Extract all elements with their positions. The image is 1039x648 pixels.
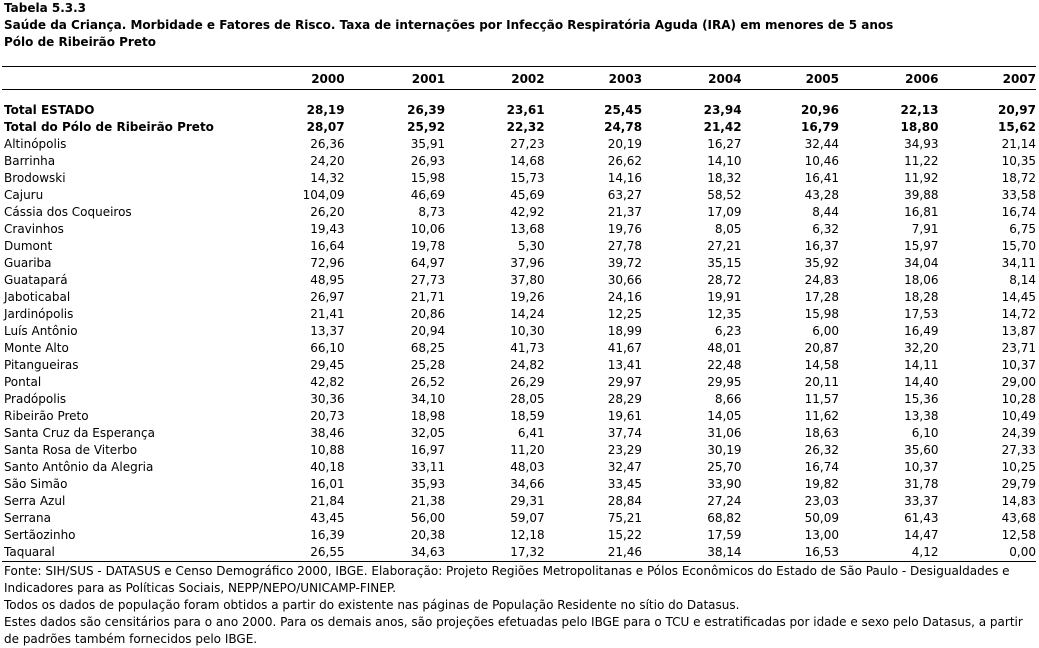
row-name: Guatapará — [4, 273, 68, 287]
row-name: Santo Antônio da Alegria — [4, 460, 154, 474]
value-cell: 33,37 — [904, 494, 939, 508]
year-header: 2000 — [261, 70, 345, 90]
value-cell: 40,18 — [310, 460, 345, 474]
value-cell: 23,03 — [804, 494, 839, 508]
value-cell: 20,38 — [410, 528, 446, 542]
table-row — [2, 544, 1036, 562]
value-cell: 15,62 — [998, 120, 1036, 134]
value-cell: 17,59 — [707, 528, 742, 542]
table-row — [2, 340, 1036, 357]
value-cell: 34,63 — [345, 544, 446, 562]
value-cell: 10,06 — [410, 222, 446, 236]
value-cell: 13,00 — [804, 528, 839, 542]
value-cell: 6,23 — [714, 324, 742, 338]
value-cell: 48,03 — [510, 460, 545, 474]
row-name: Pontal — [4, 375, 42, 389]
value-cell: 14,72 — [1001, 307, 1036, 321]
value-cell: 34,66 — [510, 477, 545, 491]
row-name: São Simão — [4, 477, 68, 491]
table-row — [2, 459, 1036, 476]
value-cell: 30,19 — [707, 443, 742, 457]
value-cell: 19,61 — [607, 409, 643, 423]
value-cell: 25,70 — [707, 460, 742, 474]
row-name: Barrinha — [4, 154, 56, 168]
value-cell: 14,05 — [707, 409, 742, 423]
value-cell: 28,05 — [510, 392, 545, 406]
table-row — [2, 238, 1036, 255]
value-cell: 26,39 — [407, 103, 446, 117]
value-cell: 18,59 — [510, 409, 545, 423]
table-row — [2, 442, 1036, 459]
year-header: 2001 — [345, 70, 446, 90]
value-cell: 29,95 — [707, 375, 742, 389]
value-cell: 10,49 — [1001, 409, 1036, 423]
value-cell: 16,01 — [310, 477, 345, 491]
value-cell: 41,67 — [607, 341, 643, 355]
value-cell: 23,29 — [607, 443, 643, 457]
value-cell: 16,41 — [804, 171, 839, 185]
value-cell: 6,32 — [812, 222, 839, 236]
value-cell: 24,16 — [607, 290, 643, 304]
value-cell: 43,68 — [1001, 511, 1036, 525]
row-name: Luís Antônio — [4, 324, 78, 338]
value-cell: 41,73 — [510, 341, 545, 355]
value-cell: 26,32 — [804, 443, 839, 457]
year-header: 2002 — [445, 70, 545, 90]
value-cell: 15,97 — [904, 239, 939, 253]
value-cell: 35,93 — [410, 477, 446, 491]
value-cell: 24,78 — [604, 120, 643, 134]
value-cell: 26,55 — [261, 544, 345, 562]
value-cell: 45,69 — [510, 188, 545, 202]
value-cell: 42,92 — [510, 205, 545, 219]
table-row — [2, 357, 1036, 374]
value-cell: 8,05 — [714, 222, 742, 236]
value-cell: 6,41 — [517, 426, 545, 440]
value-cell: 20,86 — [410, 307, 446, 321]
value-cell: 21,14 — [1001, 137, 1036, 151]
value-cell: 33,11 — [410, 460, 446, 474]
value-cell: 66,10 — [310, 341, 345, 355]
value-cell: 104,09 — [302, 188, 345, 202]
value-cell: 16,79 — [801, 120, 839, 134]
value-cell: 18,80 — [900, 120, 939, 134]
value-cell: 26,97 — [310, 290, 345, 304]
value-cell: 35,92 — [804, 256, 839, 270]
value-cell: 19,82 — [804, 477, 839, 491]
value-cell: 21,71 — [410, 290, 446, 304]
row-name: Total ESTADO — [4, 103, 95, 117]
value-cell: 37,74 — [607, 426, 643, 440]
row-name: Ribeirão Preto — [4, 409, 89, 423]
value-cell: 28,07 — [306, 120, 345, 134]
value-cell: 21,46 — [545, 544, 642, 562]
table-row — [2, 102, 1036, 119]
row-name: Santa Cruz da Esperança — [4, 426, 155, 440]
year-header-row — [2, 70, 1036, 90]
value-cell: 28,29 — [607, 392, 643, 406]
value-cell: 27,23 — [510, 137, 545, 151]
value-cell: 38,14 — [642, 544, 742, 562]
value-cell: 10,46 — [804, 154, 839, 168]
value-cell: 11,57 — [804, 392, 839, 406]
table-row — [2, 153, 1036, 170]
table-row — [2, 476, 1036, 493]
value-cell: 26,36 — [310, 137, 345, 151]
row-name: Santa Rosa de Viterbo — [4, 443, 138, 457]
value-cell: 18,32 — [707, 171, 742, 185]
value-cell: 14,10 — [707, 154, 742, 168]
table-body — [2, 90, 1036, 562]
value-cell: 14,83 — [1001, 494, 1036, 508]
value-cell: 14,47 — [904, 528, 939, 542]
value-cell: 11,62 — [804, 409, 839, 423]
value-cell: 13,87 — [1001, 324, 1036, 338]
value-cell: 32,47 — [607, 460, 643, 474]
value-cell: 33,45 — [607, 477, 643, 491]
value-cell: 4,12 — [839, 544, 939, 562]
value-cell: 18,99 — [607, 324, 643, 338]
value-cell: 10,28 — [1001, 392, 1036, 406]
table-row — [2, 272, 1036, 289]
year-header: 2007 — [939, 70, 1037, 90]
value-cell: 17,28 — [804, 290, 839, 304]
value-cell: 35,60 — [904, 443, 939, 457]
corner-cell — [2, 70, 261, 90]
value-cell: 34,11 — [1001, 256, 1036, 270]
value-cell: 14,32 — [310, 171, 345, 185]
value-cell: 17,09 — [707, 205, 742, 219]
value-cell: 15,73 — [510, 171, 545, 185]
value-cell: 10,25 — [1001, 460, 1036, 474]
row-name: Cravinhos — [4, 222, 64, 236]
row-name: Pradópolis — [4, 392, 67, 406]
value-cell: 14,40 — [904, 375, 939, 389]
value-cell: 14,58 — [804, 358, 839, 372]
year-header: 2005 — [742, 70, 839, 90]
value-cell: 13,41 — [607, 358, 643, 372]
note-line: Estes dados são censitários para o ano 2000. Para os demais anos, são projeções efetuadas pelo IBGE para o TCU e estratificadas por idade e sexo pelo Datasus, a partir de padrões também fornecidos pelo IBGE. — [4, 615, 1023, 646]
value-cell: 8,44 — [812, 205, 839, 219]
value-cell: 10,37 — [1001, 358, 1036, 372]
value-cell: 48,95 — [310, 273, 345, 287]
value-cell: 11,92 — [904, 171, 939, 185]
note-line: Fonte: SIH/SUS - DATASUS e Censo Demográfico 2000, IBGE. Elaboração: Projeto Regiões Metropolitanas e Pólos Econômicos do Estado de São Paulo - Desigualdades e Indicadores para as Políticas Sociais, NEPP/NEPO/UNICAMP-FINEP. — [4, 564, 1010, 595]
value-cell: 26,62 — [607, 154, 643, 168]
value-cell: 42,82 — [310, 375, 345, 389]
table-row — [2, 119, 1036, 136]
value-cell: 12,25 — [607, 307, 643, 321]
table-row — [2, 391, 1036, 408]
row-name: Total do Pólo de Ribeirão Preto — [4, 120, 214, 134]
value-cell: 20,96 — [801, 103, 839, 117]
value-cell: 68,25 — [410, 341, 446, 355]
value-cell: 8,66 — [714, 392, 742, 406]
value-cell: 12,18 — [510, 528, 545, 542]
table-subtitle: Pólo de Ribeirão Preto — [4, 35, 156, 49]
value-cell: 58,52 — [707, 188, 742, 202]
value-cell: 56,00 — [410, 511, 446, 525]
value-cell: 19,76 — [607, 222, 643, 236]
value-cell: 20,19 — [607, 137, 643, 151]
value-cell: 20,94 — [410, 324, 446, 338]
value-cell: 10,30 — [510, 324, 545, 338]
value-cell: 24,20 — [310, 154, 345, 168]
value-cell: 16,49 — [904, 324, 939, 338]
value-cell: 26,29 — [510, 375, 545, 389]
table-row — [2, 170, 1036, 187]
value-cell: 32,20 — [904, 341, 939, 355]
value-cell: 26,93 — [410, 154, 446, 168]
table-row — [2, 425, 1036, 442]
row-name: Dumont — [4, 239, 53, 253]
value-cell: 25,92 — [407, 120, 446, 134]
value-cell: 8,73 — [418, 205, 446, 219]
value-cell: 16,97 — [410, 443, 446, 457]
row-name: Cássia dos Coqueiros — [4, 205, 132, 219]
value-cell: 46,69 — [410, 188, 446, 202]
table-row — [2, 510, 1036, 527]
table-title: Saúde da Criança. Morbidade e Fatores de Risco. Taxa de internações por Infecção Respiratória Aguda (IRA) em menores de 5 anos — [4, 18, 894, 32]
value-cell: 75,21 — [607, 511, 643, 525]
value-cell: 22,32 — [506, 120, 545, 134]
value-cell: 31,78 — [904, 477, 939, 491]
value-cell: 20,97 — [998, 103, 1036, 117]
value-cell: 29,00 — [1001, 375, 1036, 389]
table-notes — [4, 563, 1036, 648]
value-cell: 39,88 — [904, 188, 939, 202]
value-cell: 34,10 — [410, 392, 446, 406]
value-cell: 72,96 — [310, 256, 345, 270]
value-cell: 16,27 — [707, 137, 742, 151]
value-cell: 35,91 — [410, 137, 446, 151]
value-cell: 10,35 — [1001, 154, 1036, 168]
value-cell: 25,28 — [410, 358, 446, 372]
value-cell: 21,42 — [703, 120, 742, 134]
table-row — [2, 221, 1036, 238]
value-cell: 14,45 — [1001, 290, 1036, 304]
value-cell: 22,13 — [900, 103, 939, 117]
value-cell: 21,84 — [310, 494, 345, 508]
value-cell: 10,88 — [310, 443, 345, 457]
value-cell: 50,09 — [804, 511, 839, 525]
value-cell: 29,97 — [607, 375, 643, 389]
value-cell: 34,04 — [904, 256, 939, 270]
value-cell: 28,72 — [707, 273, 742, 287]
value-cell: 23,71 — [1001, 341, 1036, 355]
value-cell: 31,06 — [707, 426, 742, 440]
table-row — [2, 187, 1036, 204]
value-cell: 7,91 — [911, 222, 939, 236]
value-cell: 24,39 — [1001, 426, 1036, 440]
value-cell: 59,07 — [510, 511, 545, 525]
value-cell: 26,52 — [410, 375, 446, 389]
value-cell: 16,81 — [904, 205, 939, 219]
value-cell: 14,24 — [510, 307, 545, 321]
value-cell: 37,96 — [510, 256, 545, 270]
value-cell: 35,15 — [707, 256, 742, 270]
value-cell: 15,36 — [904, 392, 939, 406]
table-row — [2, 289, 1036, 306]
value-cell: 29,31 — [510, 494, 545, 508]
value-cell: 29,45 — [310, 358, 345, 372]
value-cell: 15,98 — [804, 307, 839, 321]
row-name: Jaboticabal — [4, 290, 71, 304]
value-cell: 17,53 — [904, 307, 939, 321]
value-cell: 18,98 — [410, 409, 446, 423]
year-header: 2004 — [642, 70, 742, 90]
row-name: Pitangueiras — [4, 358, 79, 372]
value-cell: 11,22 — [904, 154, 939, 168]
value-cell: 21,41 — [310, 307, 345, 321]
value-cell: 37,80 — [510, 273, 545, 287]
value-cell: 20,73 — [310, 409, 345, 423]
table-row — [2, 306, 1036, 323]
value-cell: 19,43 — [310, 222, 345, 236]
value-cell: 68,82 — [707, 511, 742, 525]
note-line: Todos os dados de população foram obtidos a partir do existente nas páginas de População Residente no sítio do Datasus. — [4, 598, 740, 612]
table-row — [2, 493, 1036, 510]
value-cell: 19,78 — [410, 239, 446, 253]
year-header: 2006 — [839, 70, 939, 90]
row-name: Brodowski — [4, 171, 66, 185]
value-cell: 43,45 — [310, 511, 345, 525]
value-cell: 14,16 — [607, 171, 643, 185]
value-cell: 16,37 — [804, 239, 839, 253]
row-name: Taquaral — [2, 544, 261, 562]
value-cell: 8,14 — [1009, 273, 1036, 287]
value-cell: 43,28 — [804, 188, 839, 202]
value-cell: 11,20 — [510, 443, 545, 457]
value-cell: 28,84 — [607, 494, 643, 508]
value-cell: 15,70 — [1001, 239, 1036, 253]
value-cell: 10,37 — [904, 460, 939, 474]
value-cell: 22,48 — [707, 358, 742, 372]
value-cell: 6,75 — [1009, 222, 1036, 236]
year-header: 2003 — [545, 70, 642, 90]
table-row — [2, 527, 1036, 544]
table-row — [2, 323, 1036, 340]
value-cell: 32,05 — [410, 426, 446, 440]
value-cell: 24,83 — [804, 273, 839, 287]
value-cell: 16,74 — [1001, 205, 1036, 219]
value-cell: 16,64 — [310, 239, 345, 253]
value-cell: 21,38 — [410, 494, 446, 508]
row-name: Altinópolis — [4, 137, 67, 151]
value-cell: 23,61 — [506, 103, 545, 117]
table-label: Tabela 5.3.3 — [4, 1, 87, 15]
value-cell: 20,11 — [804, 375, 839, 389]
value-cell: 64,97 — [410, 256, 446, 270]
value-cell: 20,87 — [804, 341, 839, 355]
value-cell: 27,33 — [1001, 443, 1036, 457]
value-cell: 28,19 — [306, 103, 345, 117]
value-cell: 18,28 — [904, 290, 939, 304]
value-cell: 18,06 — [904, 273, 939, 287]
value-cell: 17,32 — [445, 544, 545, 562]
value-cell: 18,72 — [1001, 171, 1036, 185]
value-cell: 14,11 — [904, 358, 939, 372]
value-cell: 25,45 — [604, 103, 643, 117]
value-cell: 24,82 — [510, 358, 545, 372]
value-cell: 29,79 — [1001, 477, 1036, 491]
value-cell: 16,74 — [804, 460, 839, 474]
row-name: Monte Alto — [4, 341, 69, 355]
value-cell: 12,35 — [707, 307, 742, 321]
table-row — [2, 408, 1036, 425]
value-cell: 38,46 — [310, 426, 345, 440]
value-cell: 19,26 — [510, 290, 545, 304]
value-cell: 18,63 — [804, 426, 839, 440]
table-row — [2, 374, 1036, 391]
value-cell: 6,10 — [911, 426, 939, 440]
row-name: Jardinópolis — [4, 307, 74, 321]
row-name: Serrana — [4, 511, 51, 525]
data-table — [2, 66, 1036, 562]
value-cell: 0,00 — [939, 544, 1037, 562]
row-name: Serra Azul — [4, 494, 66, 508]
table-row — [2, 204, 1036, 221]
value-cell: 61,43 — [904, 511, 939, 525]
value-cell: 13,68 — [510, 222, 545, 236]
value-cell: 16,53 — [742, 544, 839, 562]
value-cell: 15,98 — [410, 171, 446, 185]
value-cell: 32,44 — [804, 137, 839, 151]
value-cell: 27,78 — [607, 239, 643, 253]
value-cell: 15,22 — [607, 528, 643, 542]
value-cell: 30,36 — [310, 392, 345, 406]
value-cell: 26,20 — [310, 205, 345, 219]
value-cell: 39,72 — [607, 256, 643, 270]
value-cell: 16,39 — [310, 528, 345, 542]
table-row — [2, 136, 1036, 153]
row-name: Sertãozinho — [4, 528, 76, 542]
value-cell: 23,94 — [703, 103, 742, 117]
value-cell: 14,68 — [510, 154, 545, 168]
value-cell: 21,37 — [607, 205, 643, 219]
value-cell: 12,58 — [1001, 528, 1036, 542]
value-cell: 63,27 — [607, 188, 643, 202]
value-cell: 19,91 — [707, 290, 742, 304]
value-cell: 27,73 — [410, 273, 446, 287]
value-cell: 13,37 — [310, 324, 345, 338]
table-row — [2, 255, 1036, 272]
row-name: Cajuru — [4, 188, 44, 202]
value-cell: 5,30 — [517, 239, 545, 253]
value-cell: 33,90 — [707, 477, 742, 491]
value-cell: 34,93 — [904, 137, 939, 151]
value-cell: 27,21 — [707, 239, 742, 253]
value-cell: 13,38 — [904, 409, 939, 423]
value-cell: 33,58 — [1001, 188, 1036, 202]
value-cell: 48,01 — [707, 341, 742, 355]
row-name: Guariba — [4, 256, 52, 270]
value-cell: 6,00 — [812, 324, 839, 338]
value-cell: 27,24 — [707, 494, 742, 508]
value-cell: 30,66 — [607, 273, 643, 287]
